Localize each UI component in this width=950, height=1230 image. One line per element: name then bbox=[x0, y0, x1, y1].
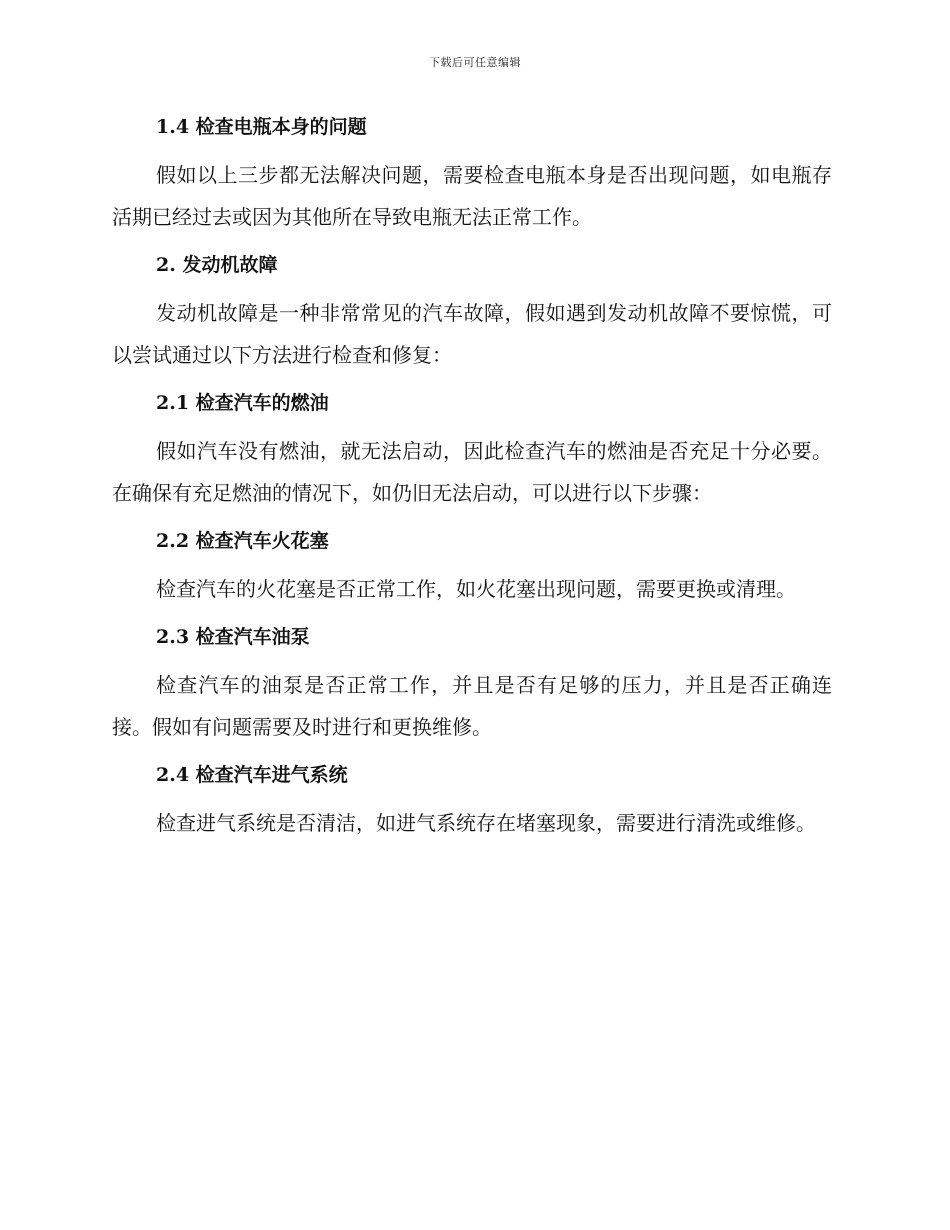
section-1-4 bbox=[112, 112, 832, 238]
section-heading: 1.4 检查电瓶本身的问题 bbox=[156, 116, 367, 138]
section-paragraph: 假如以上三步都无法解决问题，需要检查电瓶本身是否出现问题，如电瓶存活期已经过去或因为其他所在导致电瓶无法正常工作。 bbox=[112, 163, 832, 229]
section-paragraph: 检查汽车的火花塞是否正常工作，如火花塞出现问题，需要更换或清理。 bbox=[156, 577, 796, 601]
section-2-3 bbox=[112, 622, 832, 748]
section-heading: 2.3 检查汽车油泵 bbox=[156, 626, 310, 648]
section-2-1 bbox=[112, 388, 832, 514]
section-paragraph: 检查进气系统是否清洁，如进气系统存在堵塞现象，需要进行清洗或维修。 bbox=[156, 811, 816, 835]
section-heading: 2. 发动机故障 bbox=[156, 254, 278, 276]
section-2-2 bbox=[112, 526, 832, 610]
section-2-4 bbox=[112, 760, 832, 844]
section-heading: 2.2 检查汽车火花塞 bbox=[156, 530, 329, 552]
section-paragraph: 发动机故障是一种非常常见的汽车故障，假如遇到发动机故障不要惊慌，可以尝试通过以下方法进行检查和修复： bbox=[112, 301, 832, 367]
section-heading: 2.1 检查汽车的燃油 bbox=[156, 392, 329, 414]
document-body bbox=[112, 112, 832, 856]
section-heading: 2.4 检查汽车进气系统 bbox=[156, 764, 348, 786]
section-2 bbox=[112, 250, 832, 376]
section-paragraph: 检查汽车的油泵是否正常工作，并且是否有足够的压力，并且是否正确连接。假如有问题需要及时进行和更换维修。 bbox=[112, 673, 832, 739]
section-paragraph: 假如汽车没有燃油，就无法启动，因此检查汽车的燃油是否充足十分必要。在确保有充足燃油的情况下，如仍旧无法启动，可以进行以下步骤： bbox=[112, 439, 832, 505]
page-header-note: 下载后可任意编辑 bbox=[429, 56, 521, 69]
